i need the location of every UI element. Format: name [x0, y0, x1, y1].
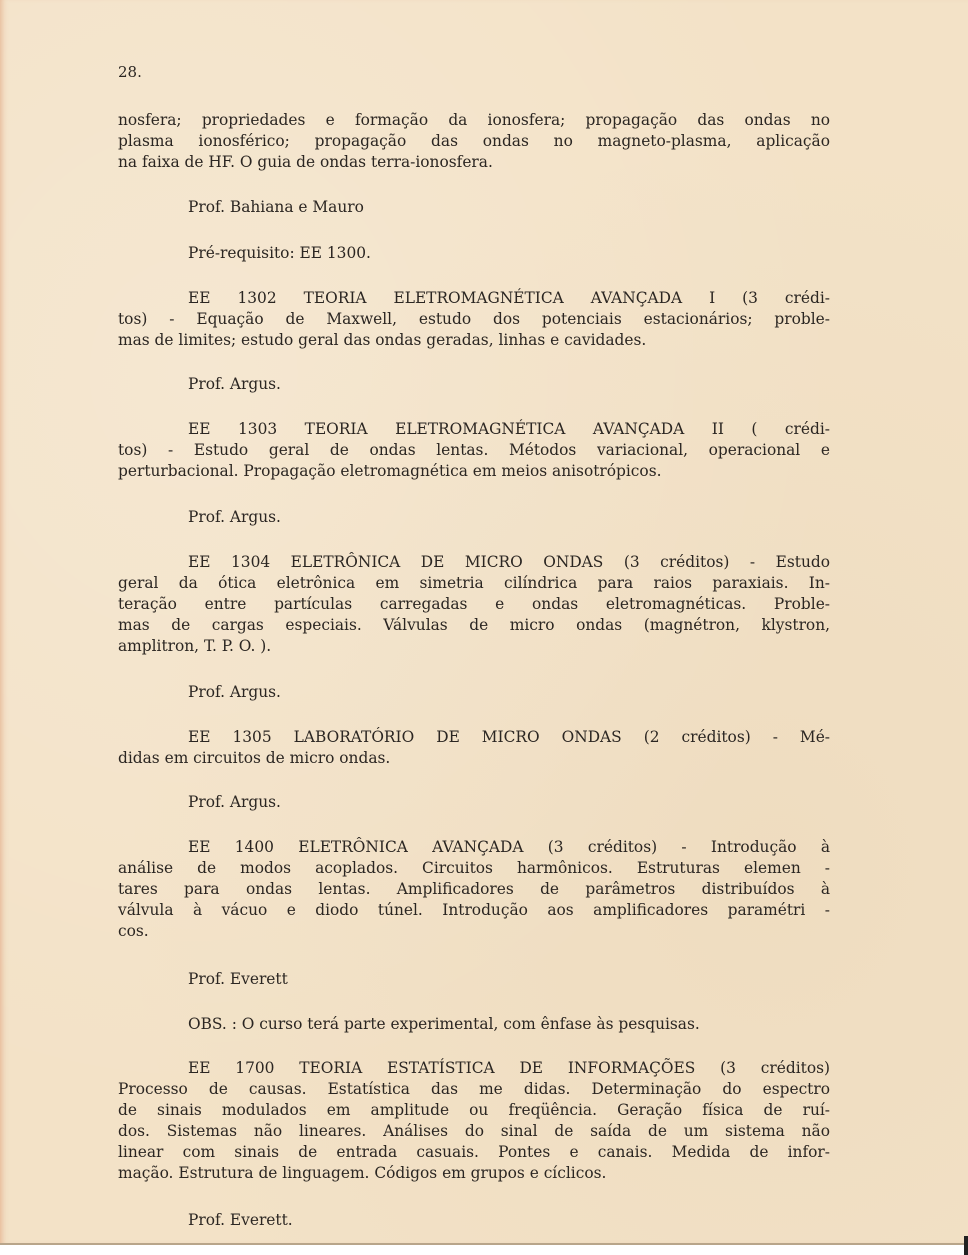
professor-line: Prof. Everett [188, 970, 288, 988]
text-line: Processo de causas. Estatística das me didas. Determinação do espectro [118, 1080, 830, 1098]
text-line: análise de modos acoplados. Circuitos harmônicos. Estruturas elemen - [118, 859, 830, 877]
scan-edge-mark [964, 1236, 968, 1255]
professor-line: Prof. Argus. [188, 793, 281, 811]
prerequisite-line: Pré-requisito: EE 1300. [188, 244, 371, 262]
course-heading-line: EE 1305 LABORATÓRIO DE MICRO ONDAS (2 créditos) - Mé- [188, 728, 830, 746]
course-heading-line: EE 1302 TEORIA ELETROMAGNÉTICA AVANÇADA I (3 crédi- [188, 289, 830, 307]
course-heading-line: EE 1304 ELETRÔNICA DE MICRO ONDAS (3 créditos) - Estudo [188, 553, 830, 571]
text-line: válvula à vácuo e diodo túnel. Introdução aos amplificadores paramétri - [118, 901, 830, 919]
course-ee1305 [118, 727, 830, 769]
text-line: linear com sinais de entrada casuais. Pontes e canais. Medida de infor- [118, 1143, 830, 1161]
professor-line: Prof. Argus. [188, 683, 281, 701]
text-line: didas em circuitos de micro ondas. [118, 749, 391, 767]
course-ee1304 [118, 552, 830, 657]
text-line: perturbacional. Propagação eletromagnética em meios anisotrópicos. [118, 462, 662, 480]
course-heading-line: EE 1700 TEORIA ESTATÍSTICA DE INFORMAÇÕES (3 créditos) [188, 1059, 830, 1077]
text-line: nosfera; propriedades e formação da ionosfera; propagação das ondas no [118, 111, 830, 129]
text-line: mação. Estrutura de linguagem. Códigos em grupos e cíclicos. [118, 1164, 607, 1182]
professor-line: Prof. Bahiana e Mauro [188, 198, 364, 216]
course-heading-line: EE 1400 ELETRÔNICA AVANÇADA (3 créditos) - Introdução à [188, 838, 830, 856]
course-ee1400 [118, 837, 830, 942]
text-line: tos) - Equação de Maxwell, estudo dos potenciais estacionários; proble- [118, 310, 830, 328]
text-line: mas de cargas especiais. Válvulas de micro ondas (magnétron, klystron, [118, 616, 830, 634]
text-line: cos. [118, 922, 149, 940]
course-ee1303 [118, 419, 830, 482]
course-ee1700 [118, 1058, 830, 1184]
text-line: de sinais modulados em amplitude ou freqüência. Geração física de ruí- [118, 1101, 830, 1119]
text-line: tares para ondas lentas. Amplificadores de parâmetros distribuídos à [118, 880, 830, 898]
observation-note: OBS. : O curso terá parte experimental, com ênfase às pesquisas. [188, 1015, 700, 1033]
text-line: teração entre partículas carregadas e ondas eletromagnéticas. Proble- [118, 595, 830, 613]
page-number: 28. [118, 63, 142, 81]
text-line: amplitron, T. P. O. ). [118, 637, 272, 655]
text-line: mas de limites; estudo geral das ondas geradas, linhas e cavidades. [118, 331, 647, 349]
intro-paragraph [118, 110, 830, 173]
professor-line: Prof. Everett. [188, 1211, 293, 1229]
text-line: dos. Sistemas não lineares. Análises do sinal de saída de um sistema não [118, 1122, 830, 1140]
text-line: tos) - Estudo geral de ondas lentas. Métodos variacional, operacional e [118, 441, 830, 459]
professor-line: Prof. Argus. [188, 375, 281, 393]
text-line: plasma ionosférico; propagação das ondas no magneto-plasma, aplicação [118, 132, 830, 150]
course-heading-line: EE 1303 TEORIA ELETROMAGNÉTICA AVANÇADA II ( crédi- [188, 420, 830, 438]
professor-line: Prof. Argus. [188, 508, 281, 526]
text-line: na faixa de HF. O guia de ondas terra-ionosfera. [118, 153, 493, 171]
course-ee1302 [118, 288, 830, 351]
text-line: geral da ótica eletrônica em simetria cilíndrica para raios paraxiais. In- [118, 574, 830, 592]
